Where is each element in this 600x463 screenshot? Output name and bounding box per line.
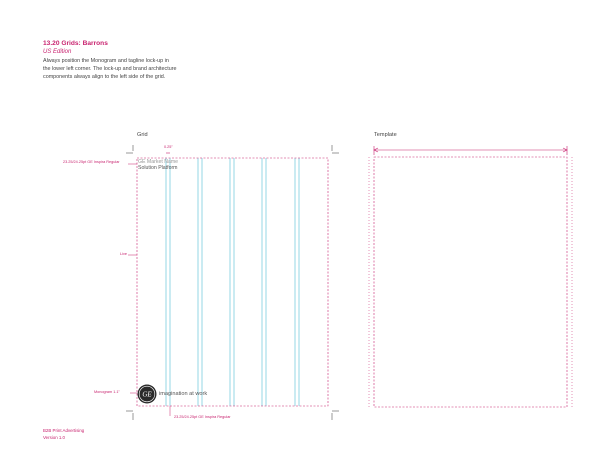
grid-panel <box>126 145 339 420</box>
description-line: Always position the Monogram and tagline lock-up in <box>43 58 169 64</box>
tagline-text: imagination at work <box>159 391 208 397</box>
section-title: 13.20 Grids: Barrons <box>43 40 108 47</box>
footer-line-2: Version 1.0 <box>43 435 65 440</box>
logo-text: GE <box>142 390 152 399</box>
monogram-label: Monogram 1.1" <box>94 390 120 394</box>
trim-marks <box>126 145 339 420</box>
section-subtitle: US Edition <box>43 49 72 55</box>
description-line: components always align to the left side of the grid. <box>43 73 166 80</box>
leader-lines <box>128 164 170 416</box>
template-panel <box>369 146 572 407</box>
margin-callout-label: 0.25" <box>164 145 173 149</box>
bottom-spec-label: 23.25/24.25pt GE Inspira Regular <box>174 415 231 419</box>
template-frame <box>374 157 567 407</box>
template-height-dimension <box>369 157 572 407</box>
template-panel-label: Template <box>374 132 397 138</box>
live-label: Live <box>120 252 127 256</box>
placeholder-solution-platform: Solution Platform <box>138 165 178 171</box>
column-guides <box>166 158 299 406</box>
footer-line-1: B2B Print Advertising <box>43 428 85 433</box>
grid-panel-label: Grid <box>137 132 148 138</box>
template-width-dimension <box>374 146 567 155</box>
ge-monogram-logo <box>138 385 157 404</box>
headline-spec-label: 23.25/24.25pt GE Inspira Regular <box>63 160 120 164</box>
description-line: the lower left corner. The lock-up and brand architecture <box>43 65 177 72</box>
placeholder-market-name: GE Market Name <box>138 159 179 165</box>
